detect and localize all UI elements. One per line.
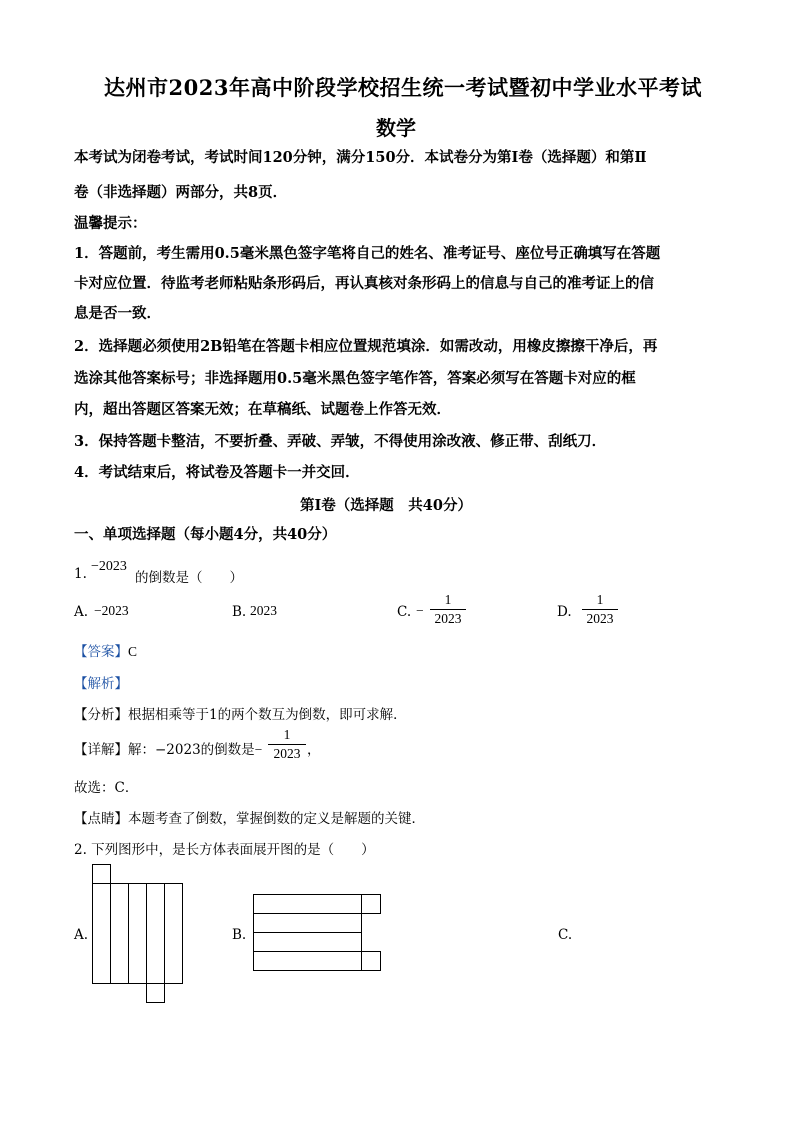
fenxi-tag: 【分析】 [74, 707, 128, 723]
intro-line-2: 卷（非选择题）两部分，共8页． [74, 184, 288, 201]
answer-value: C [128, 644, 138, 659]
net-a-bottom-flap [147, 984, 165, 1003]
net-a-face-4 [147, 884, 165, 984]
tip-1-line-1: 1．答题前，考生需用0.5毫米黑色签字笔将自己的姓名、准考证号、座位号正确填写在答题 [74, 245, 661, 262]
q2-option-b-net [253, 894, 385, 972]
q2-option-a-label: A. [74, 927, 89, 943]
tip-4: 4．考试结束后，将试卷及答题卡一并交回． [74, 464, 360, 481]
detail-denominator: 2023 [273, 746, 301, 761]
net-b-strip-3 [254, 933, 362, 952]
comment-tag: 【点睛】 [74, 811, 128, 827]
q1-option-d-numerator: 1 [596, 592, 604, 607]
net-b-strip-1 [254, 895, 362, 914]
tip-2-line-1: 2．选择题必须使用2B铅笔在答题卡相应位置规范填涂．如需改动，用橡皮擦擦干净后，再 [74, 338, 658, 355]
net-a-face-2 [111, 884, 129, 984]
q1-option-a-value: −2023 [94, 603, 129, 618]
q2-option-c-label: C. [558, 927, 573, 943]
fraction-bar [430, 609, 466, 610]
q1-stem: 的倒数是（ ） [135, 570, 243, 586]
q1-detail [74, 738, 262, 758]
detail-sign: − [254, 742, 263, 757]
q1-option-c-sign: − [416, 603, 424, 618]
fraction-bar [268, 744, 306, 745]
q1-option-c-numerator: 1 [444, 592, 452, 607]
q1-detail-fraction [268, 727, 306, 762]
q1-option-d-denominator: 2023 [586, 611, 614, 626]
tip-2-line-2: 选涂其他答案标号；非选择题用0.5毫米黑色签字笔作答，答案必须写在答题卡对应的框 [74, 370, 636, 387]
intro-line-1: 本考试为闭卷考试，考试时间120分钟，满分150分．本试卷分为第Ⅰ卷（选择题）和第Ⅱ [74, 149, 647, 166]
q1-answer [74, 640, 137, 660]
section-heading: 一、单项选择题（每小题4分，共40分） [74, 526, 337, 543]
net-a-face-5 [165, 884, 183, 984]
net-a-face-1 [93, 884, 111, 984]
tip-1-line-2: 卡对应位置．待监考老师粘贴条形码后，再认真核对条形码上的信息与自己的准考证上的信 [74, 275, 654, 292]
exam-title: 达州市2023年高中阶段学校招生统一考试暨初中学业水平考试 [104, 75, 702, 100]
detail-suffix: ， [307, 742, 321, 758]
detail-numerator: 1 [283, 727, 291, 742]
net-b-flap-bottom [362, 952, 381, 971]
q2-option-b-label: B. [232, 927, 247, 943]
q1-number: 1. [74, 566, 87, 582]
q1-option-b-label: B. [232, 604, 247, 620]
detail-prefix: 解：−2023的倒数是 [128, 742, 255, 758]
q1-option-c-label: C. [397, 604, 412, 620]
subject-title: 数学 [376, 116, 416, 140]
net-b-flap-top [362, 895, 381, 914]
q1-expression: −2023 [91, 559, 127, 574]
tips-heading: 温馨提示： [74, 215, 147, 232]
comment-text: 本题考查了倒数，掌握倒数的定义是解题的关键． [128, 811, 425, 827]
q1-option-b-value: 2023 [250, 603, 277, 618]
net-a-top-flap [93, 865, 111, 884]
q1-comment [74, 807, 425, 827]
q1-option-d-label: D. [557, 604, 572, 620]
q1-option-a-label: A. [74, 604, 89, 620]
q1-option-c-denominator: 2023 [434, 611, 462, 626]
tip-1-line-3: 息是否一致． [74, 305, 161, 322]
detail-tag: 【详解】 [74, 742, 128, 758]
section-title: 第Ⅰ卷（选择题 共40分） [300, 497, 472, 514]
q1-analysis [74, 703, 407, 723]
tip-2-line-3: 内，超出答题区答案无效；在草稿纸、试题卷上作答无效． [74, 401, 451, 418]
q2-stem: 2. 下列图形中，是长方体表面展开图的是（ ） [74, 842, 375, 858]
net-b-strip-4 [254, 952, 362, 971]
fenxi-text: 根据相乘等于1的两个数互为倒数，即可求解． [128, 707, 407, 723]
analysis-tag: 【解析】 [74, 676, 128, 692]
tip-3: 3．保持答题卡整洁，不要折叠、弄破、弄皱，不得使用涂改液、修正带、刮纸刀． [74, 433, 607, 450]
q1-option-c-fraction [430, 592, 466, 627]
q2-option-a-net [92, 864, 188, 1004]
q1-choose: 故选：C． [74, 780, 139, 796]
q1-option-d-fraction [582, 592, 618, 627]
net-a-face-3 [129, 884, 147, 984]
net-b-strip-2 [254, 914, 362, 933]
answer-tag: 【答案】 [74, 644, 128, 660]
fraction-bar [582, 609, 618, 610]
